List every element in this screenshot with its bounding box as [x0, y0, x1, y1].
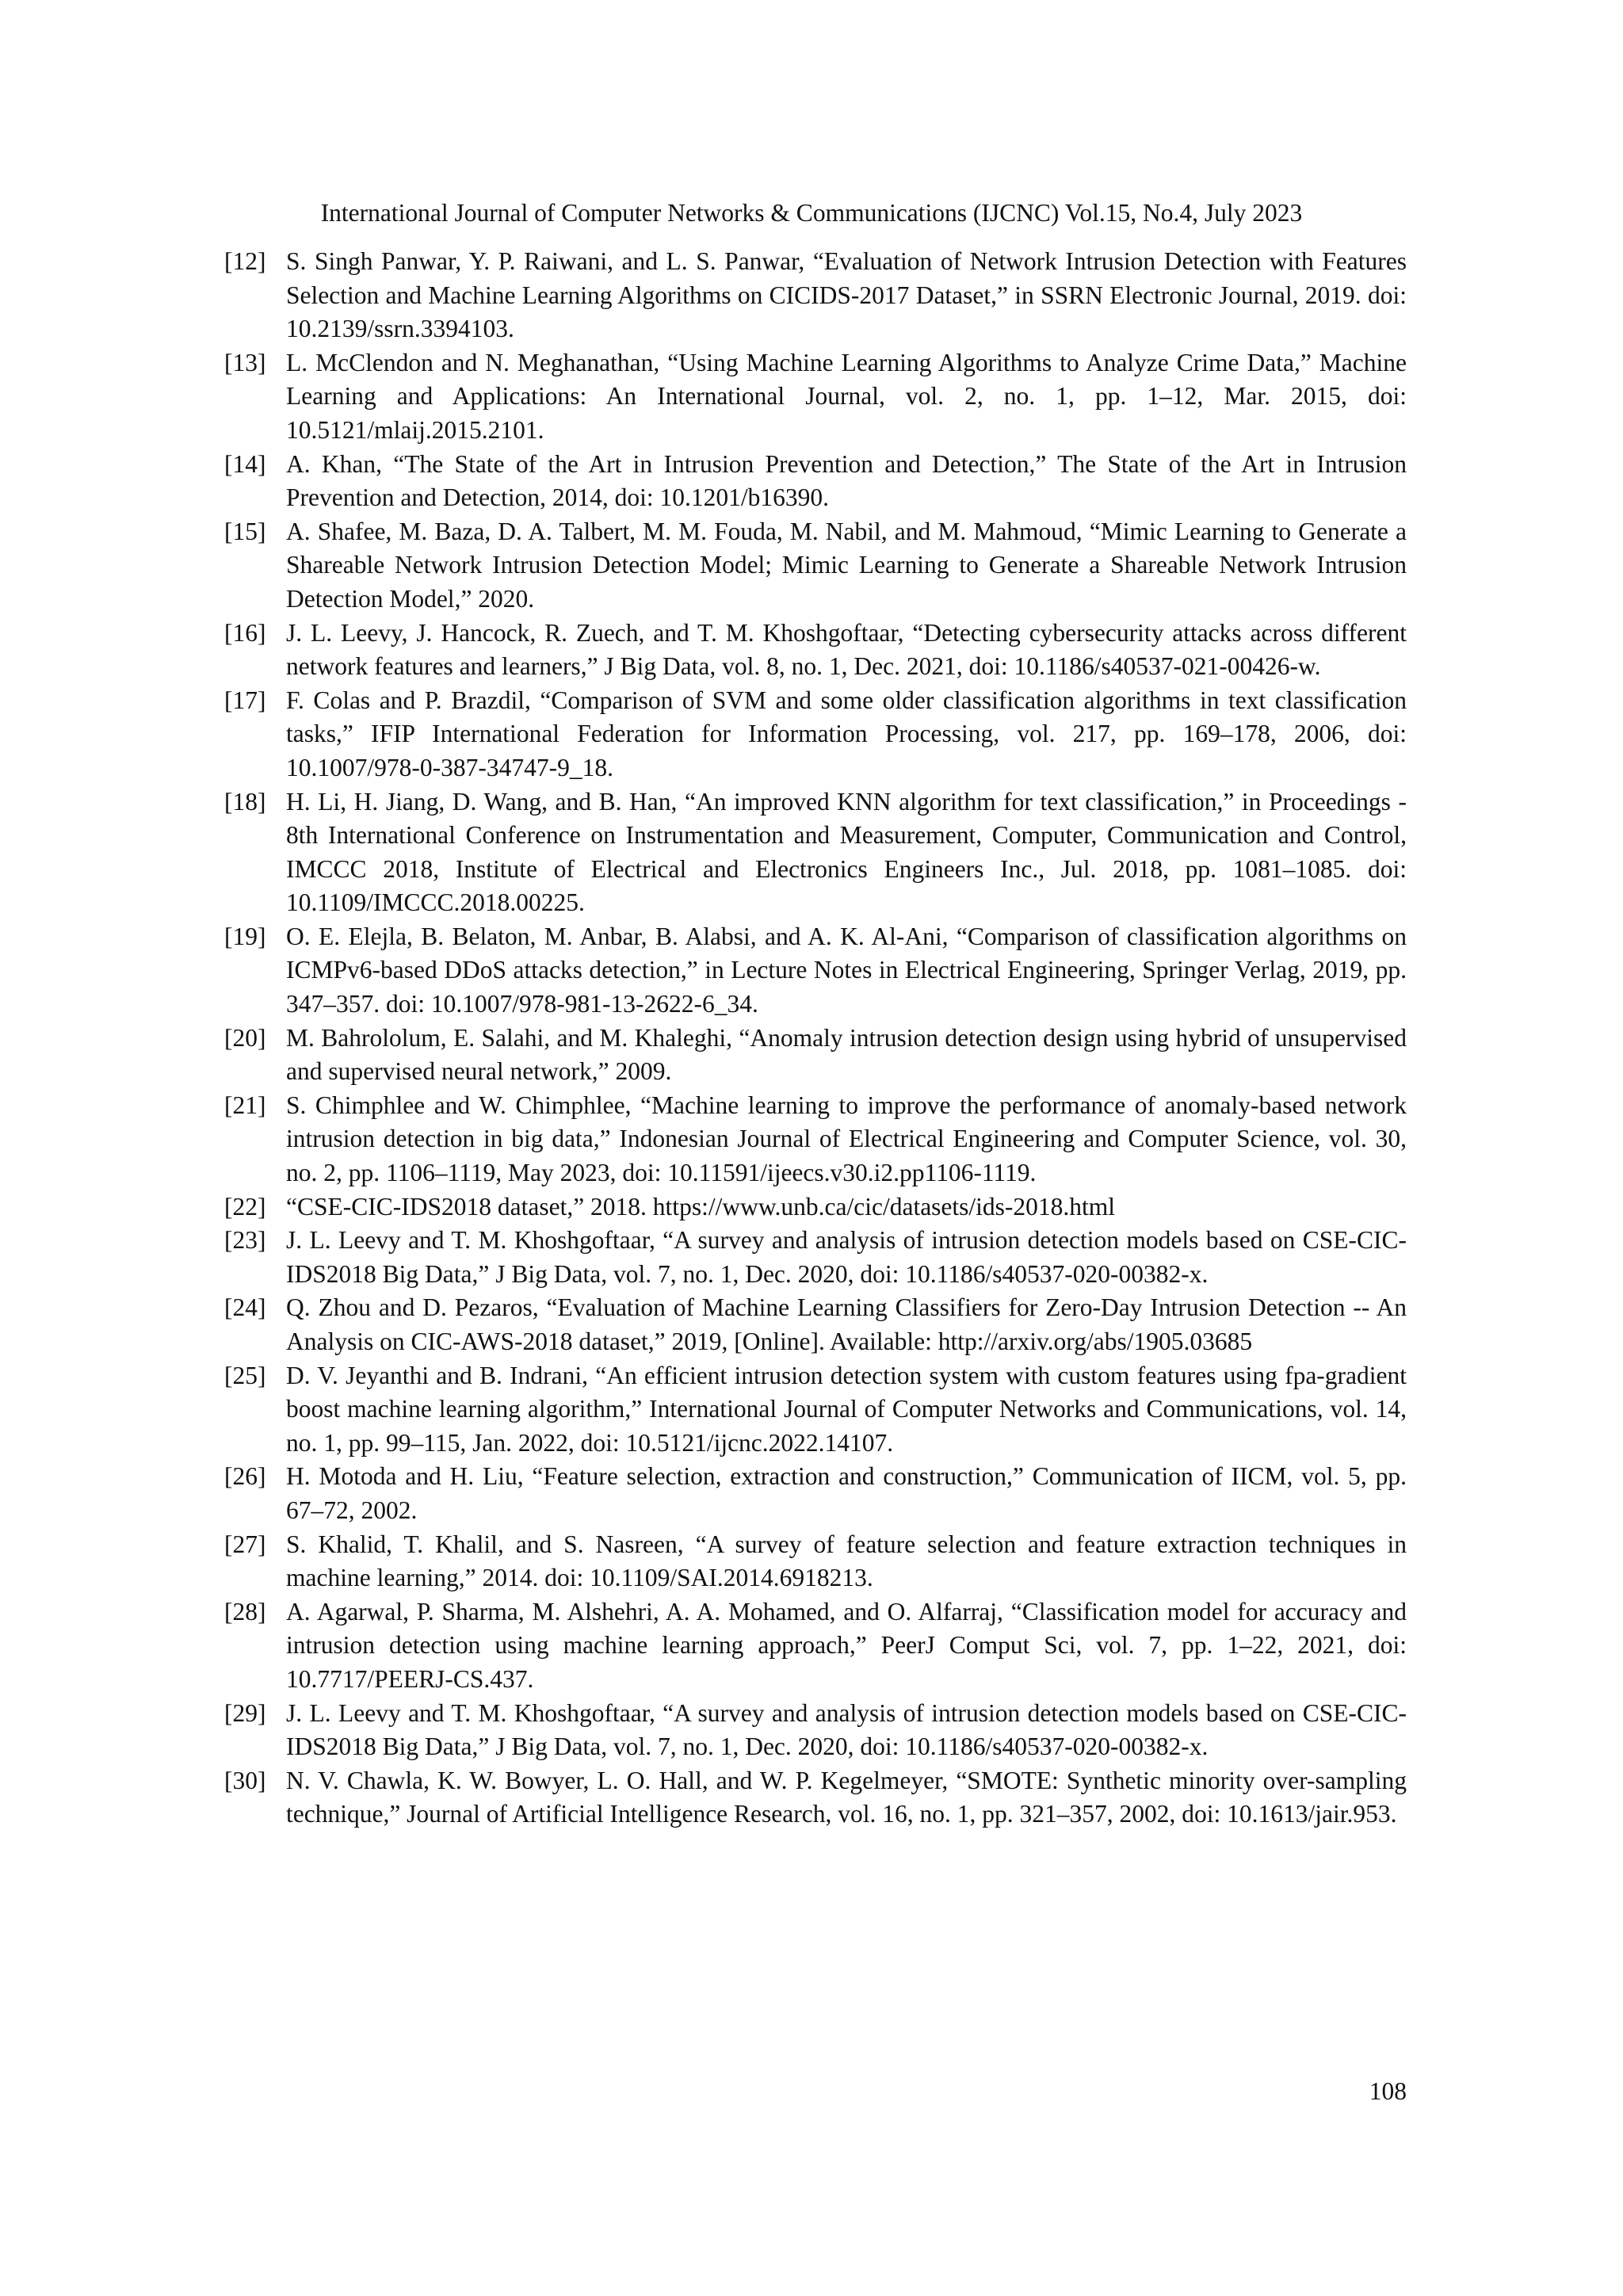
reference-item: [224, 346, 1407, 448]
reference-text: Q. Zhou and D. Pezaros, “Evaluation of Machine Learning Classifiers for Zero-Day Intrusion Detection -- An Analysis on CIC-AWS-2018 dataset,” 2019, [Online]. Available: http://arxiv.org/abs/1905.03685: [286, 1293, 1407, 1355]
reference-item: [224, 1022, 1407, 1089]
reference-number: [27]: [224, 1530, 266, 1558]
reference-number: [19]: [224, 922, 266, 950]
reference-item: [224, 1089, 1407, 1190]
page-number: 108: [1369, 2077, 1407, 2105]
reference-number: [15]: [224, 517, 266, 545]
reference-number: [21]: [224, 1091, 266, 1119]
reference-item: [224, 1528, 1407, 1595]
journal-header: International Journal of Computer Networks & Communications (IJCNC) Vol.15, No.4, July 2023: [320, 199, 1303, 227]
reference-item: [224, 1224, 1407, 1291]
reference-item: [224, 617, 1407, 684]
reference-number: [20]: [224, 1023, 266, 1052]
reference-item: [224, 1460, 1407, 1527]
reference-item: [224, 1697, 1407, 1764]
reference-number: [24]: [224, 1293, 266, 1322]
reference-text: F. Colas and P. Brazdil, “Comparison of SVM and some older classification algorithms in text classification tasks,” IFIP International Federation for Information Processing, vol. 217, pp. 169–178, 2006, doi: 10.1007/978-0-387-34747-9_18.: [286, 686, 1407, 781]
reference-number: [25]: [224, 1361, 266, 1389]
reference-item: [224, 1291, 1407, 1358]
reference-text: J. L. Leevy and T. M. Khoshgoftaar, “A survey and analysis of intrusion detection models based on CSE-CIC-IDS2018 Big Data,” J Big Data, vol. 7, no. 1, Dec. 2020, doi: 10.1186/s40537-020-00382-x.: [286, 1698, 1407, 1761]
reference-number: [14]: [224, 449, 266, 478]
reference-text: S. Chimphlee and W. Chimphlee, “Machine learning to improve the performance of anomaly-based network intrusion detection in big data,” Indonesian Journal of Electrical Engineering and Computer Science, vol. 30, no. 2, pp. 1106–1119, May 2023, doi: 10.11591/ijeecs.v30.i2.pp1106-1119.: [286, 1091, 1407, 1187]
reference-text: S. Khalid, T. Khalil, and S. Nasreen, “A survey of feature selection and feature extraction techniques in machine learning,” 2014. doi: 10.1109/SAI.2014.6918213.: [286, 1530, 1407, 1592]
reference-text: J. L. Leevy, J. Hancock, R. Zuech, and T. M. Khoshgoftaar, “Detecting cybersecurity attacks across different network features and learners,” J Big Data, vol. 8, no. 1, Dec. 2021, doi: 10.1186/s40537-021-00426-w.: [286, 618, 1407, 681]
reference-text: N. V. Chawla, K. W. Bowyer, L. O. Hall, and W. P. Kegelmeyer, “SMOTE: Synthetic minority over-sampling technique,” Journal of Artificial Intelligence Research, vol. 16, no. 1, pp. 321–357, 2002, doi: 10.1613/jair.953.: [286, 1766, 1407, 1828]
reference-item: [224, 515, 1407, 617]
reference-item: [224, 684, 1407, 785]
reference-number: [12]: [224, 247, 266, 275]
reference-item: [224, 1190, 1407, 1224]
reference-text: J. L. Leevy and T. M. Khoshgoftaar, “A survey and analysis of intrusion detection models based on CSE-CIC-IDS2018 Big Data,” J Big Data, vol. 7, no. 1, Dec. 2020, doi: 10.1186/s40537-020-00382-x.: [286, 1226, 1407, 1288]
reference-number: [23]: [224, 1226, 266, 1255]
reference-text: H. Motoda and H. Liu, “Feature selection, extraction and construction,” Communication of IICM, vol. 5, pp. 67–72, 2002.: [286, 1462, 1407, 1524]
reference-text: A. Agarwal, P. Sharma, M. Alshehri, A. A. Mohamed, and O. Alfarraj, “Classification model for accuracy and intrusion detection using machine learning approach,” PeerJ Comput Sci, vol. 7, pp. 1–22, 2021, doi: 10.7717/PEERJ-CS.437.: [286, 1597, 1407, 1693]
reference-text: O. E. Elejla, B. Belaton, M. Anbar, B. Alabsi, and A. K. Al-Ani, “Comparison of classification algorithms on ICMPv6-based DDoS attacks detection,” in Lecture Notes in Electrical Engineering, Springer Verlag, 2019, pp. 347–357. doi: 10.1007/978-981-13-2622-6_34.: [286, 922, 1407, 1018]
reference-text: A. Shafee, M. Baza, D. A. Talbert, M. M. Fouda, M. Nabil, and M. Mahmoud, “Mimic Learning to Generate a Shareable Network Intrusion Detection Model; Mimic Learning to Generate a Shareable Network Intrusion Detection Model,” 2020.: [286, 517, 1407, 613]
reference-item: [224, 920, 1407, 1022]
reference-number: [18]: [224, 787, 266, 816]
reference-item: [224, 448, 1407, 515]
reference-text: M. Bahrololum, E. Salahi, and M. Khaleghi, “Anomaly intrusion detection design using hybrid of unsupervised and supervised neural network,” 2009.: [286, 1023, 1407, 1086]
reference-number: [13]: [224, 348, 266, 376]
reference-text: “CSE-CIC-IDS2018 dataset,” 2018. https://www.unb.ca/cic/datasets/ids-2018.html: [286, 1192, 1116, 1221]
reference-item: [224, 1595, 1407, 1697]
reference-number: [17]: [224, 686, 266, 714]
reference-item: [224, 1764, 1407, 1832]
reference-number: [28]: [224, 1597, 266, 1626]
reference-list: [224, 245, 1407, 1832]
reference-number: [26]: [224, 1462, 266, 1491]
reference-text: H. Li, H. Jiang, D. Wang, and B. Han, “An improved KNN algorithm for text classification,” in Proceedings - 8th International Conference on Instrumentation and Measurement, Computer, Communication and Control, IMCCC 2018, Institute of Electrical and Electronics Engineers Inc., Jul. 2018, pp. 1081–1085. doi: 10.1109/IMCCC.2018.00225.: [286, 787, 1407, 917]
reference-number: [29]: [224, 1698, 266, 1727]
reference-item: [224, 785, 1407, 920]
reference-number: [22]: [224, 1192, 266, 1221]
reference-text: A. Khan, “The State of the Art in Intrusion Prevention and Detection,” The State of the Art in Intrusion Prevention and Detection, 2014, doi: 10.1201/b16390.: [286, 449, 1407, 512]
reference-text: S. Singh Panwar, Y. P. Raiwani, and L. S. Panwar, “Evaluation of Network Intrusion Detection with Features Selection and Machine Learning Algorithms on CICIDS-2017 Dataset,” in SSRN Electronic Journal, 2019. doi: 10.2139/ssrn.3394103.: [286, 247, 1407, 343]
reference-item: [224, 245, 1407, 346]
reference-text: D. V. Jeyanthi and B. Indrani, “An efficient intrusion detection system with custom features using fpa-gradient boost machine learning algorithm,” International Journal of Computer Networks and Communications, vol. 14, no. 1, pp. 99–115, Jan. 2022, doi: 10.5121/ijcnc.2022.14107.: [286, 1361, 1407, 1457]
reference-text: L. McClendon and N. Meghanathan, “Using Machine Learning Algorithms to Analyze Crime Data,” Machine Learning and Applications: An International Journal, vol. 2, no. 1, pp. 1–12, Mar. 2015, doi: 10.5121/mlaij.2015.2101.: [286, 348, 1407, 444]
reference-number: [16]: [224, 618, 266, 647]
reference-item: [224, 1359, 1407, 1461]
reference-number: [30]: [224, 1766, 266, 1794]
